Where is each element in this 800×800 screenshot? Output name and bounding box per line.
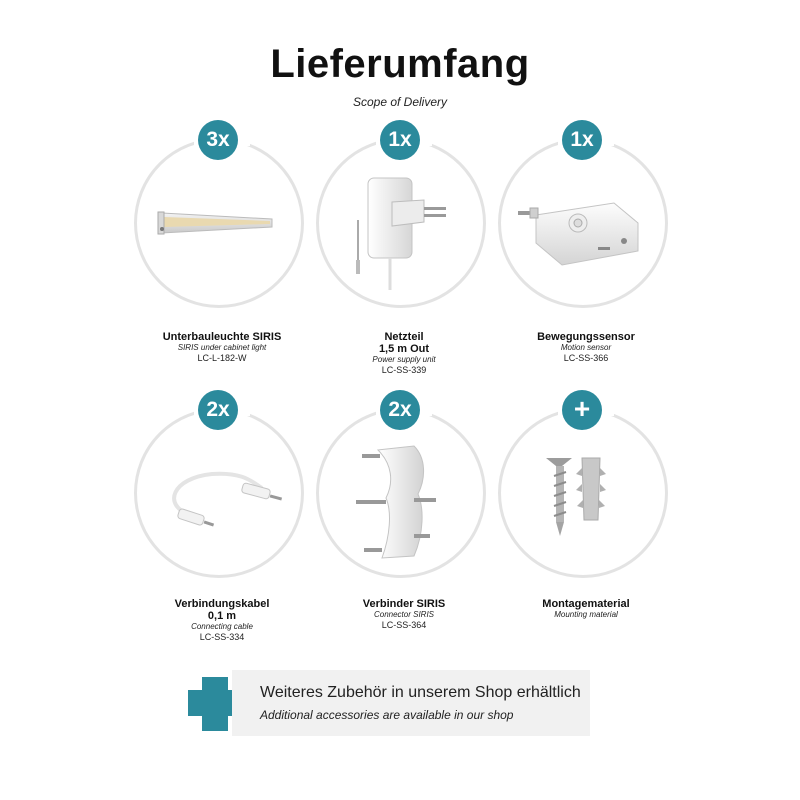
quantity-badge: + [562,390,602,430]
item-power-supply [316,128,492,378]
banner-main-text: Weiteres Zubehör in unserem Shop erhältlich [260,684,581,701]
motion-sensor-icon [516,193,666,273]
power-plug-icon [346,170,456,300]
item-description: Connecting cable [191,622,253,631]
item-name: Unterbauleuchte SIRIS [162,331,282,343]
item-connecting-cable [134,398,310,648]
accessories-banner [232,670,590,736]
led-strip-light-icon [154,193,304,253]
quantity-badge: 1x [380,120,420,160]
item-code: LC-SS-334 [199,632,245,642]
item-name: Bewegungssensor [537,331,635,343]
item-description: Mounting material [554,610,618,619]
screw-and-dowel-icon [542,448,642,548]
quantity-badge: 1x [562,120,602,160]
item-name-detail: 0,1 m [207,610,237,622]
quantity-badge: 2x [380,390,420,430]
item-motion-sensor [498,128,674,378]
connector-icon [352,438,462,568]
item-code: LC-SS-339 [381,365,427,375]
item-code: LC-SS-366 [563,353,609,363]
item-code: LC-SS-364 [381,620,427,630]
banner-sub-text: Additional accessories are available in our shop [260,708,514,722]
item-description: Motion sensor [560,343,612,352]
quantity-badge: 3x [198,120,238,160]
item-code: LC-L-182-W [197,353,247,363]
item-description: SIRIS under cabinet light [177,343,267,352]
item-connector [316,398,492,648]
connecting-cable-icon [152,460,302,550]
item-name: Netzteil [384,331,424,343]
item-under-cabinet-light [134,128,310,378]
item-mounting-material [498,393,674,648]
item-description: Connector SIRIS [373,610,435,619]
page-title: Lieferumfang [270,42,530,86]
item-name: Verbindungskabel [174,598,270,610]
item-description: Power supply unit [372,355,436,364]
item-name: Montagematerial [542,598,630,610]
page-subtitle: Scope of Delivery [352,95,448,109]
quantity-badge: 2x [198,390,238,430]
item-name-detail: 1,5 m Out [378,343,430,355]
item-name: Verbinder SIRIS [362,598,446,610]
